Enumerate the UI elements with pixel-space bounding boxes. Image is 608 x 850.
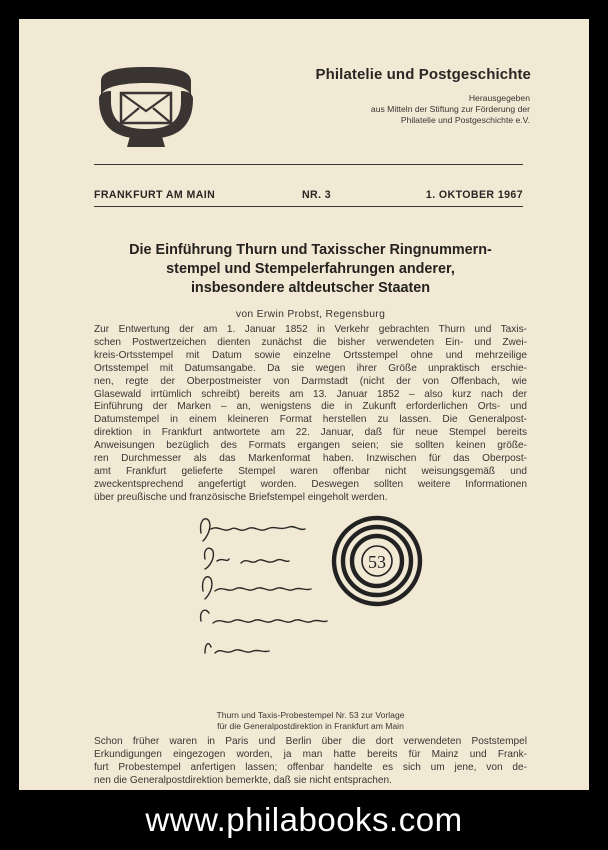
text-line: amt Frankfurt gelieferte Stempel waren offenbar nicht weisungsgemäß und	[94, 465, 527, 477]
header-rule-bottom	[94, 206, 523, 207]
text-line: Glasewald irrtümlich schreibt) bereits am 13. Januar 1852 – also kurz nach der	[94, 388, 527, 400]
text-line: Schon früher waren in Paris und Berlin über die dort verwendeten Poststempel	[94, 736, 527, 747]
text-line: Einführung der Marken – an, wenigstens die in Zukunft erforderlichen Orts- und	[94, 401, 527, 413]
text-line: kreis-Ortsstempel mit Datum sowie einzelne Ortsstempel ohne und mehrzeilige	[94, 349, 527, 361]
publisher-note-line: aus Mitteln der Stiftung zur Förderung der	[370, 104, 530, 114]
issue-number: NR. 3	[302, 189, 332, 201]
header-rule-top	[94, 164, 523, 165]
text-line: nen die Generalpostdirektion bemerkte, daß sie nicht entsprachen.	[94, 774, 392, 786]
publication-title: Philatelie und Postgeschichte	[315, 66, 531, 83]
article-title	[94, 241, 527, 298]
issue-location: FRANKFURT AM MAIN	[94, 189, 216, 201]
text-line: Anweisungen bezüglich des Formats ergangen seien; sie sollten keinen größe-	[94, 440, 527, 452]
text-line: schen Postwertzeichen dienten zunächst die bisher verwendeten Ein- und Zwei-	[94, 336, 527, 348]
text-line: Datumstempel in einem kleineren Format herstellen zu lassen. Die Generalpost-	[94, 414, 527, 426]
text-line: nen, regte der Oberpostmeister von Darmstadt (nicht der von Offenbach, wie	[94, 375, 527, 387]
stamp-number: 53	[368, 552, 386, 572]
text-line: furt Probestempel anfertigen lassen; offenbar handelte es sich um jene, von de-	[94, 761, 527, 773]
website-url[interactable]: www.philabooks.com	[145, 801, 463, 838]
text-line: ren Durchmesser als das Markenformat haben. Inzwischen für das Oberpost-	[94, 453, 527, 465]
caption-line: für die Generalpostdirektion in Frankfurt am Main	[217, 721, 404, 731]
article-title-line: stempel und Stempelerfahrungen anderer,	[166, 261, 455, 277]
paragraph-2	[94, 736, 527, 788]
paragraph-1	[94, 324, 527, 505]
post-horn-envelope-logo	[95, 67, 197, 147]
document-page	[19, 19, 589, 790]
text-line: Zur Entwertung der am 1. Januar 1852 in Verkehr gebrachten Thurn und Taxis-	[94, 324, 527, 335]
article-author: von Erwin Probst, Regensburg	[235, 309, 386, 320]
issue-date: 1. OKTOBER 1967	[425, 189, 523, 201]
handwritten-note	[201, 519, 327, 653]
text-line: Ortsstempel mit Datumsangabe. Da sie wegen ihrer Größe unpraktisch erschie-	[94, 362, 527, 374]
caption-line: Thurn und Taxis-Probestempel Nr. 53 zur Vorlage	[216, 710, 405, 720]
text-line: zweckentsprechend angefertigt worden. Deswegen sollten weitere Informationen	[94, 478, 527, 490]
figure-caption	[94, 710, 527, 732]
text-line: Erkundigungen eingezogen worden, ja man hatte bereits für Mainz und Frank-	[94, 748, 527, 760]
probestempel-figure	[181, 507, 451, 689]
text-line: über preußische und französische Briefstempel eingeholt werden.	[94, 491, 388, 503]
text-line: direktion in Frankfurt antwortete am 22. Januar, daß für neue Stempel bereits	[94, 427, 527, 439]
publisher-note-line: Philatelie und Postgeschichte e.V.	[400, 115, 530, 125]
publisher-note-line: Herausgegeben	[468, 93, 530, 103]
article-title-line: insbesondere altdeutscher Staaten	[190, 280, 431, 296]
publisher-note	[263, 93, 530, 126]
article-title-line: Die Einführung Thurn und Taxisscher Ringnummern-	[129, 242, 492, 258]
